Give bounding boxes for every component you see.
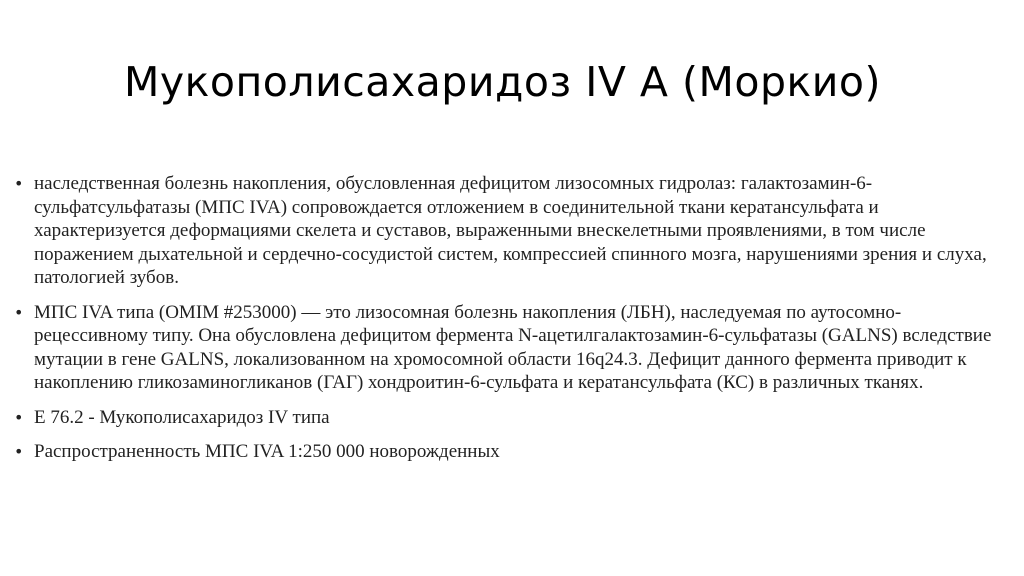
slide-title: Мукополисахаридоз IV A (Моркио) (124, 58, 881, 106)
bullet-icon: • (14, 442, 24, 461)
bullet-text: Распространенность МПС IVA 1:250 000 новорожденных (34, 441, 500, 462)
bullet-item (14, 172, 999, 290)
bullet-list (14, 172, 999, 475)
bullet-icon: • (14, 302, 24, 322)
bullet-item (14, 406, 999, 430)
bullet-text: Е 76.2 - Мукополисахаридоз IV типа (34, 406, 330, 428)
bullet-icon: • (14, 407, 24, 427)
bullet-item (14, 440, 999, 464)
bullet-text: МПС IVA типа (OMIM #253000) — это лизосомная болезнь накопления (ЛБН), наследуемая по аутосомно-рецессивному типу. Она обусловлена дефицитом фермента N-ацетилгалактозамин-6-сульфатазы (GALNS) вследствие мутации в гене GALNS, локализованном на хромосомной области 16q24.3. Дефицит данного фермента приводит к накоплению гликозаминогликанов (ГАГ) хондроитин-6-сульфата и кератансульфата (КС) в различных тканях. (34, 301, 992, 393)
bullet-text: наследственная болезнь накопления, обусловленная дефицитом лизосомных гидролаз: галактозамин-6-сульфатсульфатазы (МПС IVA) сопровождается отложением в соединительной ткани кератансульфата и характеризуется деформациями скелета и суставов, выраженными внескелетными проявлениями, в том числе поражением дыхательной и сердечно-сосудистой систем, компрессией спинного мозга, нарушениями зрения и слуха, патологией зубов. (34, 173, 987, 288)
bullet-icon: • (14, 174, 24, 193)
bullet-item (14, 301, 999, 395)
